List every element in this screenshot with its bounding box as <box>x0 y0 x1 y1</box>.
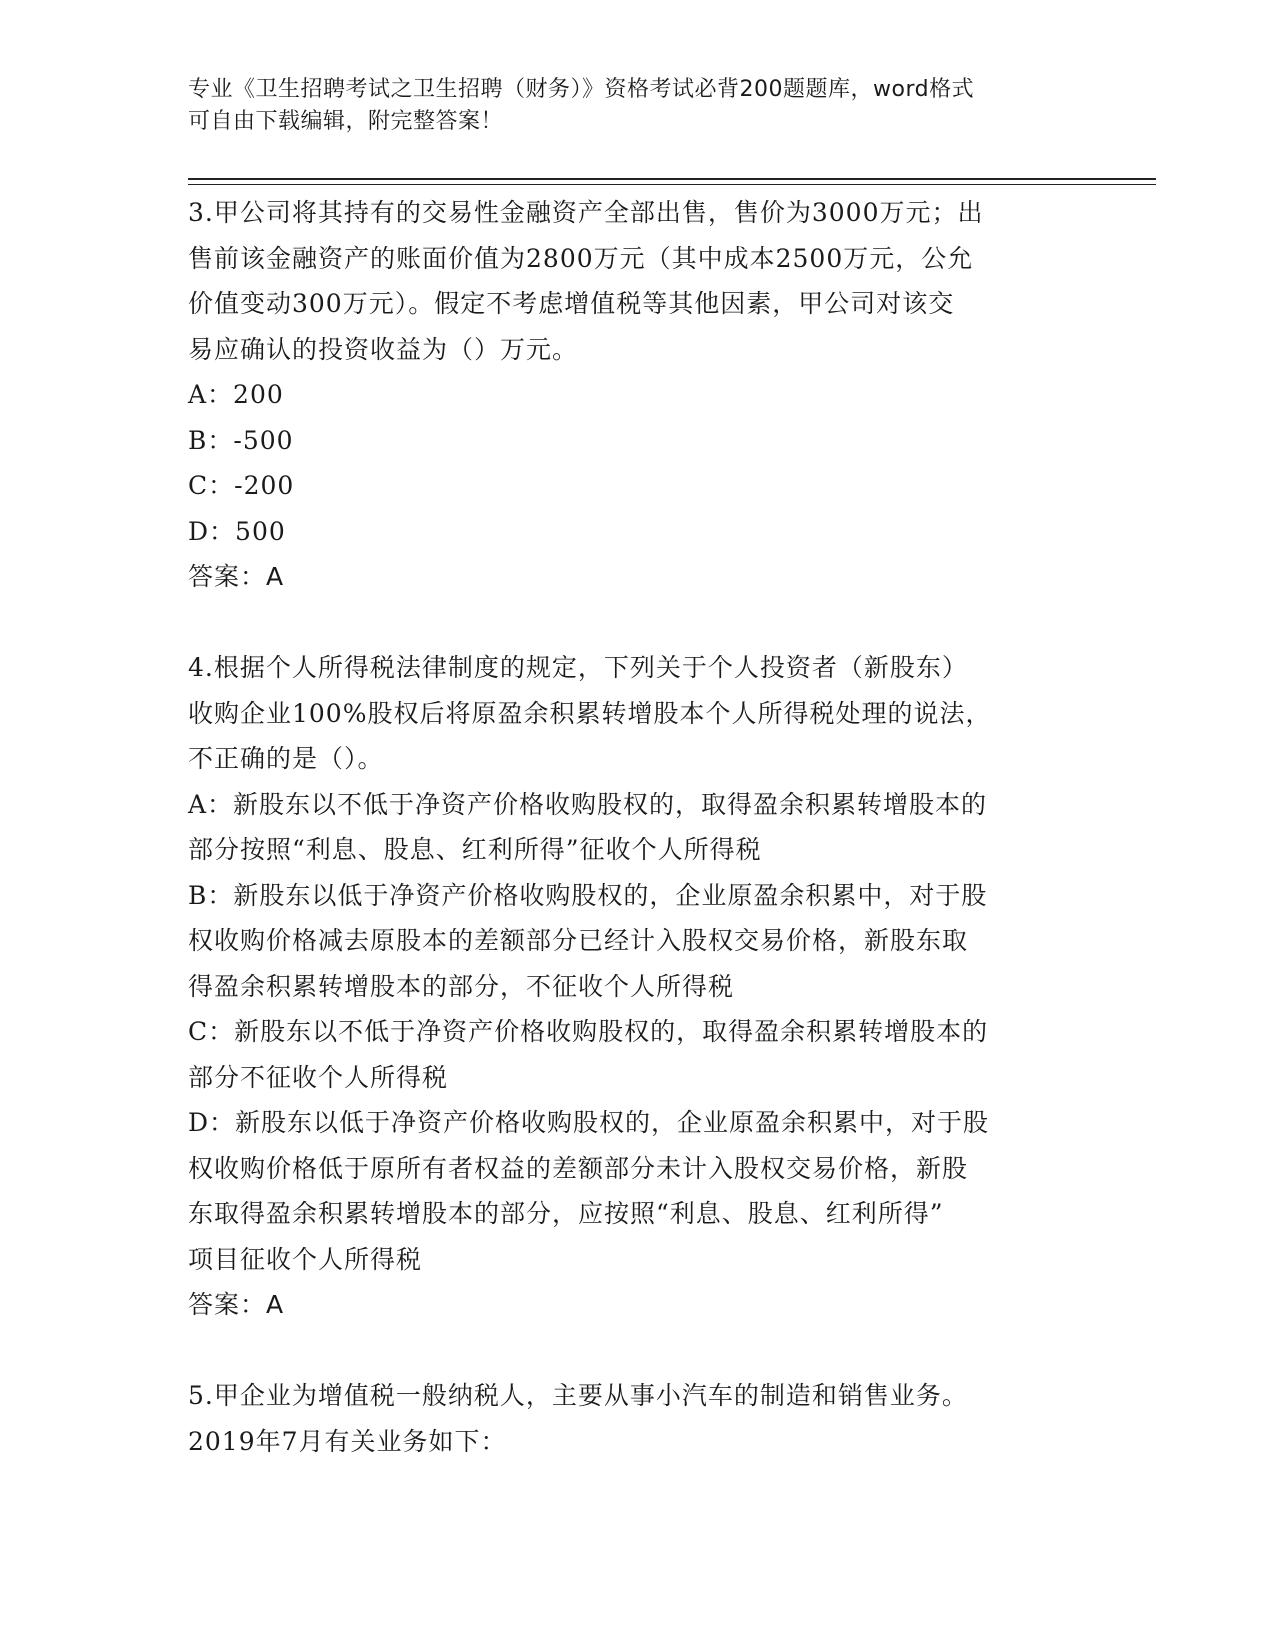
option-b: B：新股东以低于净资产价格收购股权的，企业原盈余积累中，对于股 <box>188 880 988 910</box>
question-stem-line: 4.根据个人所得税法律制度的规定，下列关于个人投资者（新股东） <box>188 653 968 682</box>
question-stem-line: 2019年7月有关业务如下： <box>188 1426 507 1456</box>
document-body <box>188 190 1088 1464</box>
option-b: B：-500 <box>188 425 294 455</box>
answer-label: 答案：A <box>188 562 285 591</box>
question-4 <box>188 645 1088 1328</box>
option-a: A：200 <box>188 380 284 409</box>
question-5 <box>188 1373 1088 1464</box>
question-3 <box>188 190 1088 600</box>
question-spacer <box>188 1328 1088 1374</box>
option-b-continued: 得盈余积累转增股本的部分，不征收个人所得税 <box>188 971 735 1001</box>
document-header <box>188 74 1088 138</box>
option-d: D：新股东以低于净资产价格收购股权的，企业原盈余积累中，对于股 <box>188 1108 990 1137</box>
option-d-continued: 东取得盈余积累转增股本的部分，应按照“利息、股息、红利所得” <box>188 1199 944 1228</box>
header-title-line-1: 专业《卫生招聘考试之卫生招聘（财务）》资格考试必背200题题库，word格式 <box>188 77 975 102</box>
question-stem-line: 价值变动300万元）。假定不考虑增值税等其他因素，甲公司对该交 <box>188 289 955 318</box>
option-a-continued: 部分按照“利息、股息、红利所得”征收个人所得税 <box>188 835 762 864</box>
answer-label: 答案：A <box>188 1290 285 1319</box>
question-stem-line: 5.甲企业为增值税一般纳税人，主要从事小汽车的制造和销售业务。 <box>188 1381 968 1410</box>
question-spacer <box>188 600 1088 646</box>
question-stem-line: 易应确认的投资收益为（）万元。 <box>188 334 579 364</box>
option-c: C：新股东以不低于净资产价格收购股权的，取得盈余积累转增股本的 <box>188 1017 989 1046</box>
question-stem-line: 不正确的是（）。 <box>188 744 384 773</box>
question-stem-line: 售前该金融资产的账面价值为2800万元（其中成本2500万元，公允 <box>188 243 974 273</box>
header-title-line-2: 可自由下载编辑，附完整答案！ <box>188 109 504 134</box>
question-stem-line: 3.甲公司将其持有的交易性金融资产全部出售，售价为3000万元；出 <box>188 198 984 227</box>
option-b-continued: 权收购价格减去原股本的差额部分已经计入股权交易价格，新股东取 <box>188 926 969 955</box>
option-a: A：新股东以不低于净资产价格收购股权的，取得盈余积累转增股本的 <box>188 789 988 819</box>
option-c-continued: 部分不征收个人所得税 <box>188 1062 449 1092</box>
option-d-continued: 项目征收个人所得税 <box>188 1244 423 1274</box>
option-c: C：-200 <box>188 471 295 500</box>
question-stem-line: 收购企业100%股权后将原盈余积累转增股本个人所得税处理的说法， <box>188 698 992 728</box>
option-d-continued: 权收购价格低于原所有者权益的差额部分未计入股权交易价格，新股 <box>188 1153 969 1183</box>
header-rule-thin <box>188 184 1156 185</box>
header-rule-thick <box>188 178 1156 180</box>
option-d: D：500 <box>188 516 286 546</box>
